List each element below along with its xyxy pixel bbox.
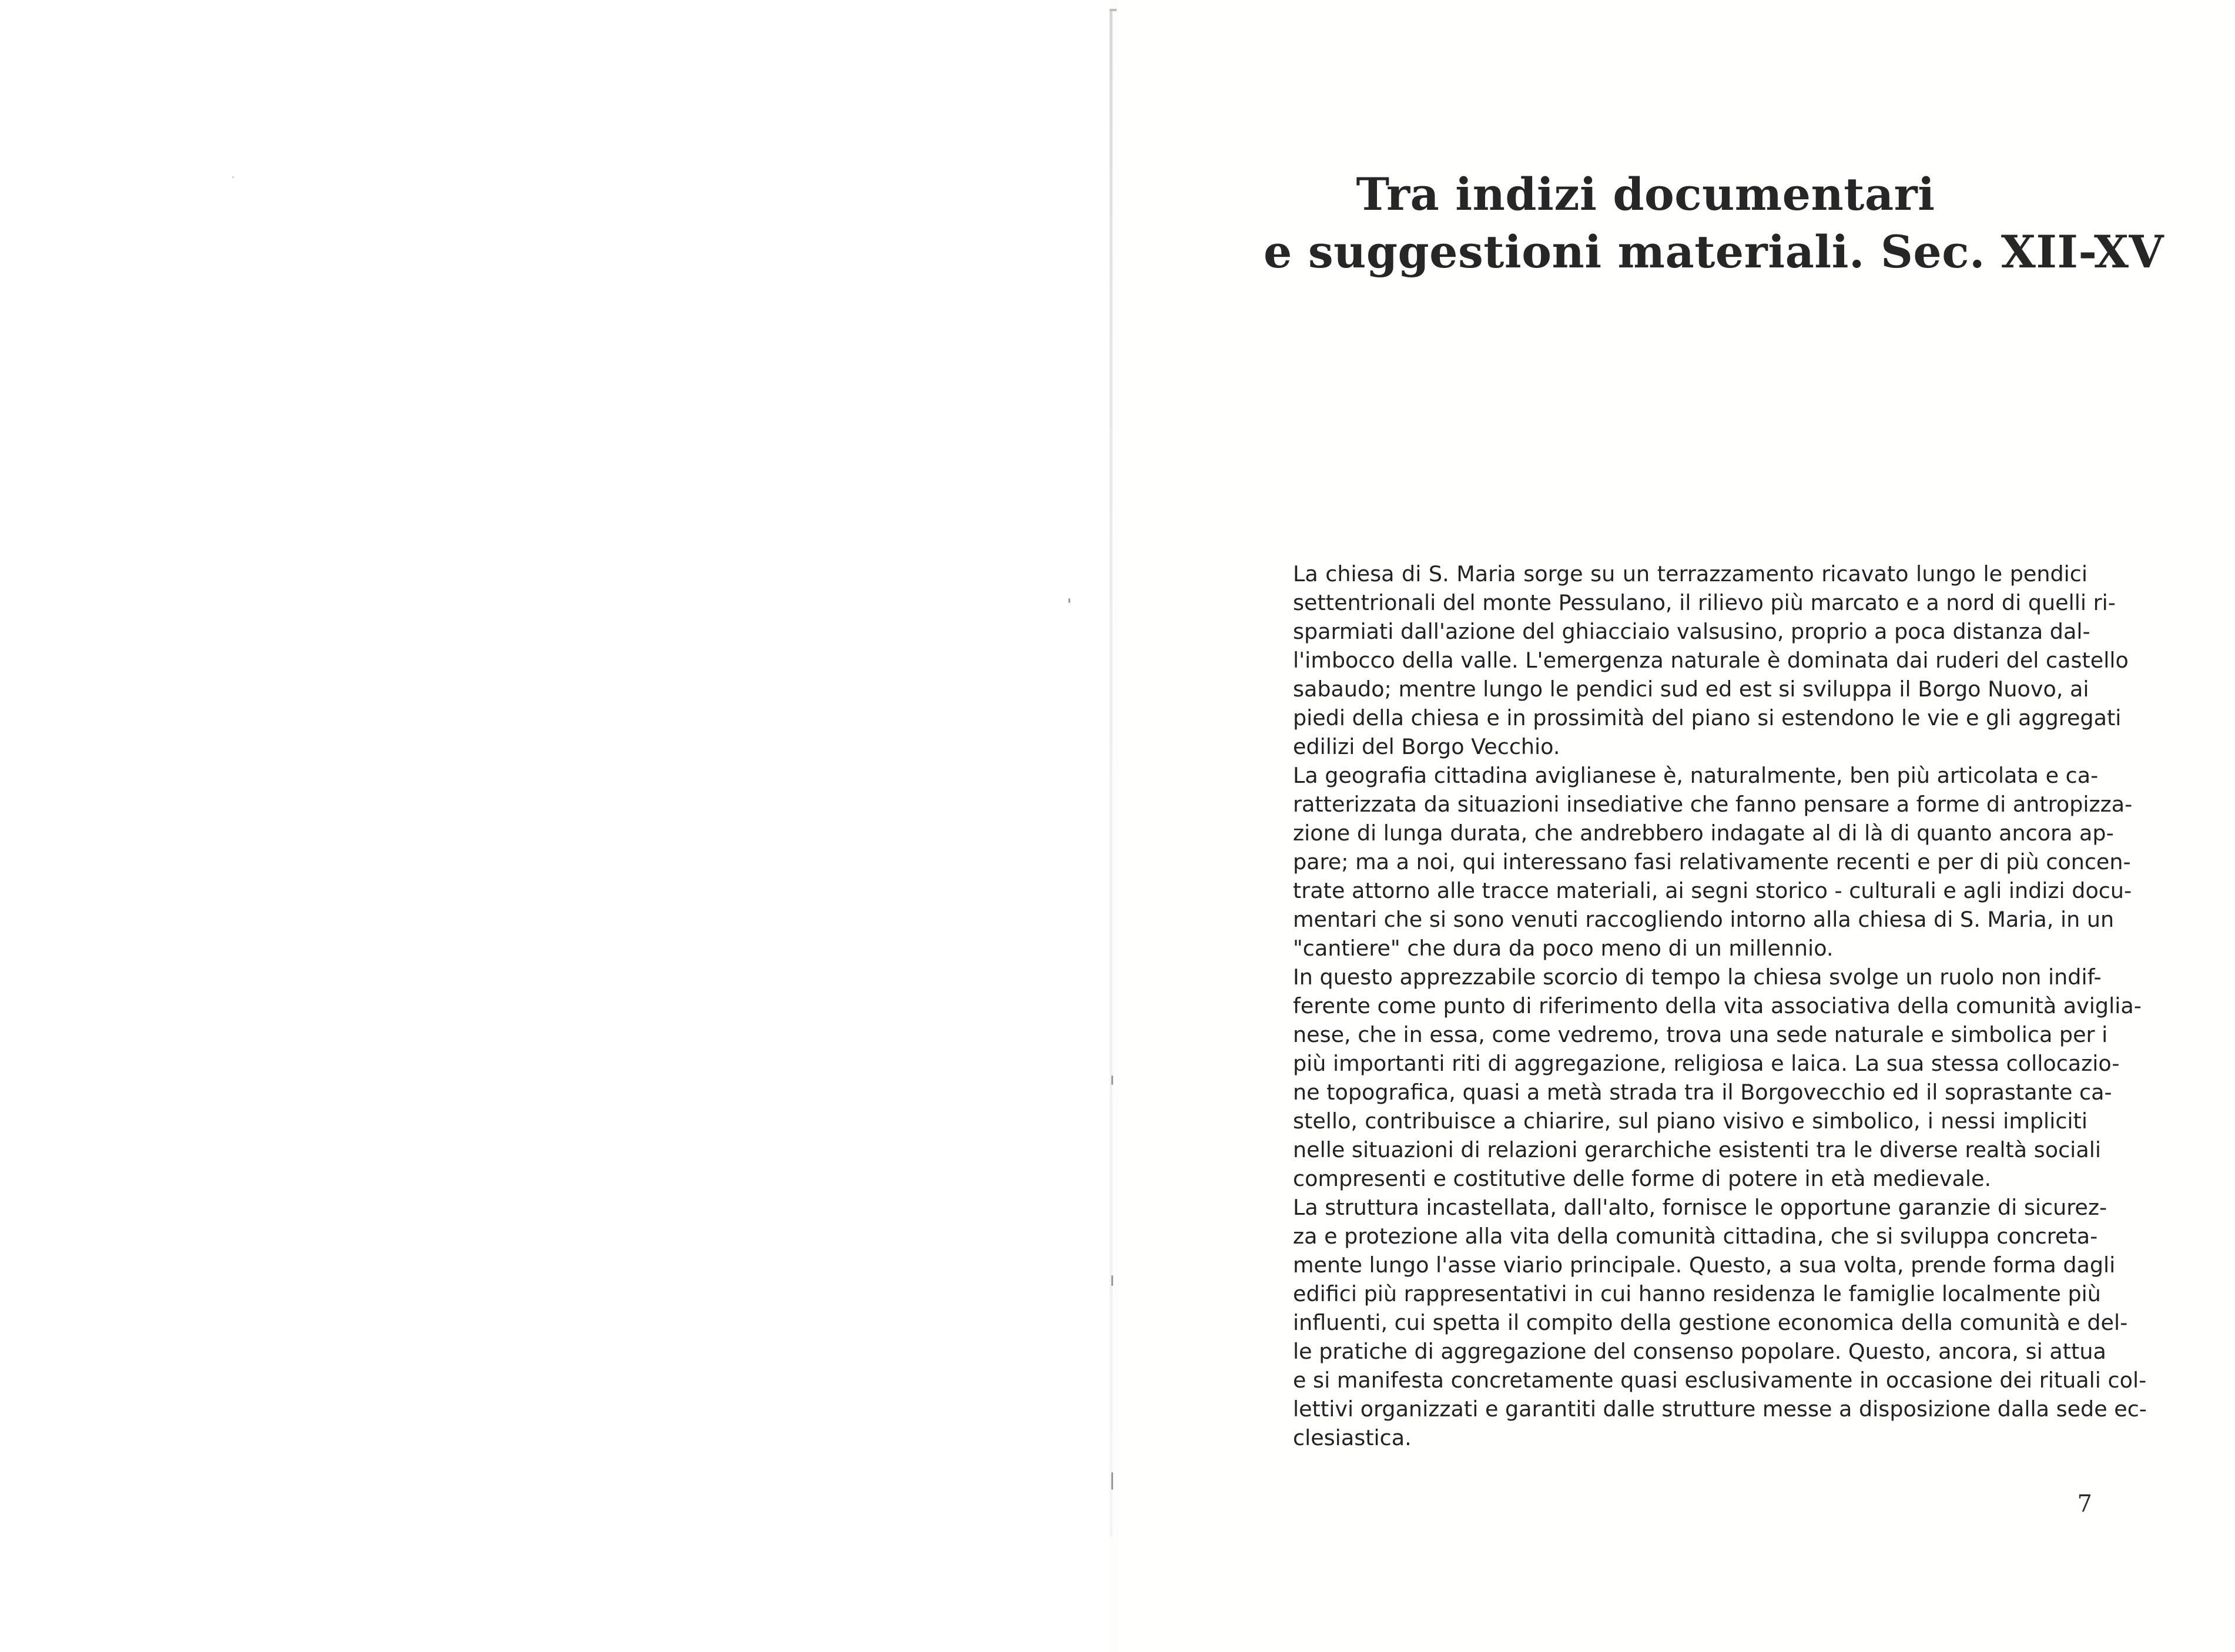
body-text — [1293, 559, 2147, 1452]
body-text-line: pare; ma a noi, qui interessano fasi relativamente recenti e per di più concen- — [1293, 849, 2131, 874]
body-text-line: In questo apprezzabile scorcio di tempo la chiesa svolge un ruolo non indif- — [1293, 964, 2102, 990]
body-text-line: sparmiati dall'azione del ghiacciaio valsusino, proprio a poca distanza dal- — [1293, 619, 2090, 644]
body-text-line: za e protezione alla vita della comunità cittadina, che si sviluppa concreta- — [1293, 1224, 2098, 1249]
body-text-line: edifici più rappresentativi in cui hanno residenza le famiglie localmente più — [1293, 1281, 2101, 1306]
body-text-line: clesiastica. — [1293, 1425, 1412, 1450]
body-text-line: mente lungo l'asse viario principale. Questo, a sua volta, prende forma dagli — [1293, 1252, 2116, 1278]
body-text-line: La struttura incastellata, dall'alto, fornisce le opportune garanzie di sicurez- — [1293, 1195, 2107, 1220]
body-text-line: stello, contribuisce a chiarire, sul piano visivo e simbolico, i nessi impliciti — [1293, 1108, 2087, 1134]
body-text-line: La geografia cittadina aviglianese è, naturalmente, ben più articolata e ca- — [1293, 763, 2099, 788]
body-text-line: e si manifesta concretamente quasi esclusivamente in occasione dei rituali col- — [1293, 1368, 2147, 1393]
body-text-line: edilizi del Borgo Vecchio. — [1293, 734, 1560, 759]
body-text-line: settentrionali del monte Pessulano, il rilievo più marcato e a nord di quelli ri- — [1293, 590, 2116, 615]
paper-speck — [1111, 1075, 1113, 1085]
paper-speck — [232, 176, 234, 178]
body-text-line: lettivi organizzati e garantiti dalle strutture messe a disposizione dalla sede ec- — [1293, 1396, 2147, 1422]
paper-speck — [1111, 1472, 1113, 1490]
body-text-line: La chiesa di S. Maria sorge su un terrazzamento ricavato lungo le pendici — [1293, 561, 2087, 587]
chapter-title — [1264, 166, 2164, 281]
body-text-line: ne topografica, quasi a metà strada tra il Borgovecchio ed il soprastante ca- — [1293, 1080, 2112, 1105]
body-text-line: piedi della chiesa e in prossimità del piano si estendono le vie e gli aggregati — [1293, 705, 2122, 731]
body-text-line: sabaudo; mentre lungo le pendici sud ed est si sviluppa il Borgo Nuovo, ai — [1293, 676, 2089, 702]
paper-speck — [1111, 1275, 1113, 1286]
body-text-line: zione di lunga durata, che andrebbero indagate al di là di quanto ancora ap- — [1293, 820, 2114, 846]
body-text-line: influenti, cui spetta il compito della gestione economica della comunità e del- — [1293, 1310, 2128, 1335]
body-text-line: nese, che in essa, come vedremo, trova una sede naturale e simbolica per i — [1293, 1022, 2108, 1047]
paper-speck — [1068, 598, 1070, 603]
body-text-line: mentari che si sono venuti raccogliendo intorno alla chiesa di S. Maria, in un — [1293, 907, 2115, 932]
body-text-line: le pratiche di aggregazione del consenso popolare. Questo, ancora, si attua — [1293, 1339, 2106, 1364]
chapter-title-line-2: e suggestioni materiali. Sec. XII-XV — [1264, 226, 2164, 278]
body-text-line: compresenti e costitutive delle forme di potere in età medievale. — [1293, 1166, 1992, 1191]
body-text-line: nelle situazioni di relazioni gerarchiche esistenti tra le diverse realtà sociali — [1293, 1137, 2101, 1162]
page-number: 7 — [2077, 1490, 2092, 1517]
body-text-line: "cantiere" che dura da poco meno di un millennio. — [1293, 936, 1834, 961]
left-blank-page — [0, 0, 1111, 1652]
body-text-line: ferente come punto di riferimento della vita associativa della comunità aviglia- — [1293, 993, 2142, 1018]
gutter-shadow — [1110, 9, 1113, 1537]
chapter-title-line-1: Tra indizi documentari — [1356, 168, 1935, 220]
body-text-line: ratterizzata da situazioni insediative che fanno pensare a forme di antropizza- — [1293, 792, 2133, 817]
body-text-line: trate attorno alle tracce materiali, ai segni storico - culturali e agli indizi docu- — [1293, 878, 2132, 903]
body-text-line: l'imbocco della valle. L'emergenza naturale è dominata dai ruderi del castello — [1293, 648, 2129, 673]
body-text-line: più importanti riti di aggregazione, religiosa e laica. La sua stessa collocazio- — [1293, 1051, 2120, 1076]
